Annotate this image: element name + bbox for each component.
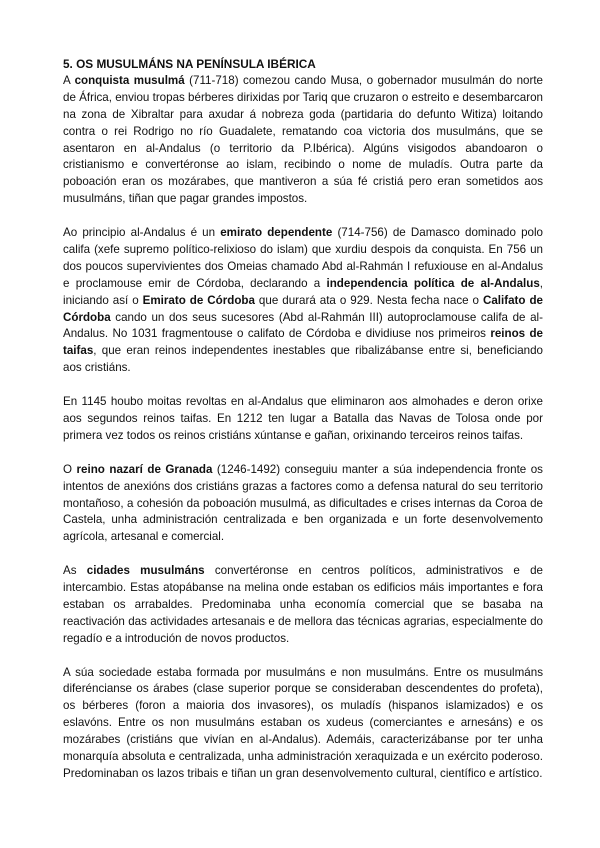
paragraph-revolts: En 1145 houbo moitas revoltas en al-Andalus que eliminaron aos almohades e deron orixe aos segundos reinos taifas. En 1212 ten lugar a Batalla das Navas de Tolosa onde por primera vez todos os reinos cristiáns xúntanse e gañan, orixinando terceiros reinos taifas. [63,395,543,442]
bold-term: independencia política de al-Andalus [326,276,540,290]
bold-term: conquista musulmá [74,73,185,87]
paragraph-society: A súa sociedade estaba formada por musulmáns e non musulmáns. Entre os musulmáns diferéncianse os árabes (clase superior porque se consideraban descendentes do profeta), os bérberes (foron a maioria dos invasores), os muladís (hispanos islamizados) e os eslavóns. Entre os non musulmáns estaban os xudeus (comerciantes e arnesáns) e os mozárabes (cristiáns que vivían en al-Andalus). Ademáis, caracterizábanse por ter unha monarquía absoluta e centralizada, unha administración xeraquizada e un exército poderoso. Predominaban os lazos tribais e tiñan un gran desenvolvemento cultural, científico e artístico. [63,665,543,780]
paragraph-emirate: Ao principio al-Andalus é un emirato dependente (714-756) de Damasco dominado polo califa (xefe supremo político-relixioso do islam) que xurdiu despois da conquista. En 756 un dos poucos supervivientes dos Omeias chamado Abd al-Rahmán I refuxiouse en al-Andalus e proclamouse emir de Córdoba, declarando a independencia política de al-Andalus, iniciando así o Emirato de Córdoba que durará ata o 929. Nesta fecha nace o Califato de Córdoba cando un dos seus sucesores (Abd al-Rahmán III) autoproclamouse califa de al-Andalus. No 1031 fragmentouse o califato de Córdoba e dividiuse nos primeiros reinos de taifas, que eran reinos independentes inestables que ribalizábanse entre si, beneficiando aos cristiáns. [63,226,544,375]
bold-term: emirato dependente [220,226,333,240]
bold-term: reinos de taifas [63,327,543,358]
section-heading: 5. OS MUSULMÁNS NA PENÍNSULA IBÉRICA [63,57,316,71]
bold-term: cidades musulmáns [86,564,205,578]
bold-term: Califato de Córdoba [63,293,544,324]
document-page [63,56,543,783]
bold-term: reino nazarí de Granada [76,462,213,476]
bold-term: Emirato de Córdoba [142,293,255,307]
paragraph-granada: O reino nazarí de Granada (1246-1492) conseguiu manter a súa independencia fronte os intentos de anexións dos cristiáns grazas a factores como a defensa natural do seu territorio montañoso, a cohesión da poboación musulmá, as dificultades e crises internas da Coroa de Castela, unha administración centralizada e ben organizada e un forte desenvolvemento agrícola, artesanal e comercial. [63,462,543,544]
paragraph-cities: As cidades musulmáns convertéronse en centros políticos, administrativos e de intercambio. Estas atopábanse na melina onde estaban os edificios máis importantes e fora estaban os arrabaldes. Predominaba unha economía comercial que se basaba na reactivación das actividades artesanais e de mellora das técnicas agrarias, especialmente do regadío e a introdución de novos productos. [63,564,543,645]
paragraph-conquest: A conquista musulmá (711-718) comezou cando Musa, o gobernador musulmán do norte de África, enviou tropas bérberes dirixidas por Tariq que cruzaron o estreito e desembarcaron na zona de Xibraltar para axudar á nobreza goda (partidaria do defunto Witiza) loitando contra o rei Rodrigo no río Guadalete, rematando coa victoria dos musulmáns, que se asentaron en al-Andalus (o territorio da P.Ibérica). Algúns visigodos abandoaron o cristianismo e convertéronse ao islam, recibindo o nome de muladís. Outra parte da poboación eran os mozárabes, que mantiveron a súa fé cristiá pero eran sometidos aos musulmáns, tiñan que pagar grandes impostos. [63,73,544,206]
